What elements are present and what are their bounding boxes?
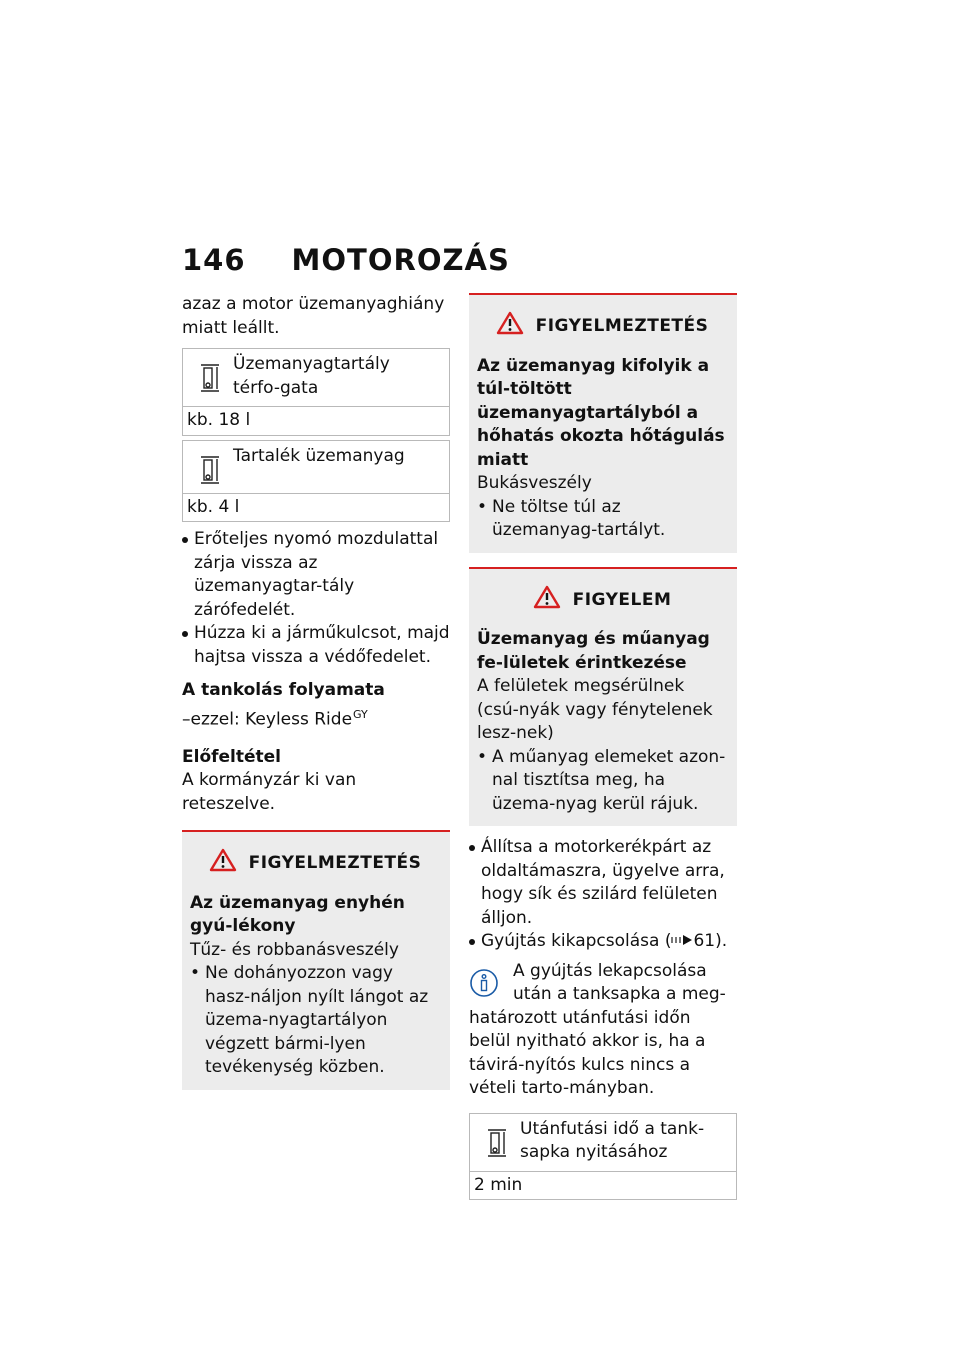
warning-heading: FIGYELMEZTETÉS [535, 316, 709, 336]
warning-box [182, 830, 450, 1090]
spec-label: Tartalék üzemanyag [233, 445, 405, 466]
page-number: 146 [182, 243, 246, 277]
caution-subtitle: A felületek megsérülnek (csú-nyák vagy fénytelenek lesz-nek) [477, 676, 713, 743]
caution-header [477, 569, 727, 629]
warning-triangle-icon [209, 848, 237, 880]
warning-subtitle: Bukásveszély [477, 473, 592, 493]
warning-triangle-icon [533, 585, 561, 617]
right-column [469, 293, 737, 1204]
list-item [469, 930, 737, 954]
spec-value: kb. 4 l [183, 493, 449, 522]
info-icon [469, 960, 513, 1007]
list-item-text: Gyújtás kikapcsolása ( [481, 931, 672, 951]
section-subtitle [182, 703, 450, 732]
warning-header [190, 832, 440, 892]
spec-reserve-fuel [182, 440, 450, 523]
warning-triangle-icon [496, 311, 524, 343]
step-list [182, 528, 450, 669]
info-text-continued: határozott utánfutási időn belül nyitható akkor is, ha a távirá-nyítós kulcs nincs a vételi tarto-mányban. [469, 1007, 706, 1098]
section-superscript: GY [353, 707, 368, 721]
spec-label: Utánfutási idő a tank-sapka nyitásához [520, 1118, 705, 1162]
list-item: Húzza ki a járműkulcsot, majd hajtsa vissza a védőfedelet. [182, 622, 450, 669]
page-header [182, 243, 510, 277]
spec-fuel-capacity [182, 348, 450, 436]
page-reference-arrow-icon [671, 931, 693, 951]
list-item: Erőteljes nyomó mozdulattal zárja vissza az üzemanyagtar-tály zárófedelét. [182, 528, 450, 622]
caution-item: • A műanyag elemeket azon-nal tisztítsa meg, ha üzema-nyag kerül rájuk. [477, 746, 727, 817]
spec-label: Üzemanyagtartály térfo-gata [233, 354, 390, 398]
caution-heading: FIGYELEM [572, 589, 672, 610]
section-sub-text: –ezzel: Keyless Ride [182, 709, 353, 730]
warning-header [477, 295, 727, 355]
warning-subtitle: Tűz- és robbanásveszély [190, 939, 399, 960]
measure-icon [187, 353, 233, 400]
warning-title: Az üzemanyag kifolyik a túl-töltött üzemanyagtartályból a hőhatás okozta hőtágulás miatt [477, 355, 725, 470]
step-list [469, 836, 737, 954]
page-reference: 61). [693, 931, 728, 951]
caution-box [469, 567, 737, 827]
warning-heading: FIGYELMEZTETÉS [248, 853, 422, 874]
info-text-start: A gyújtás lekapcsolása után a tanksapka a meg- [513, 960, 726, 1004]
spec-value: kb. 18 l [183, 406, 449, 435]
measure-icon [474, 1118, 520, 1165]
section-title: A tankolás folyamata [182, 680, 385, 700]
warning-item: • Ne dohányozzon vagy hasz-náljon nyílt lángot az üzema-nyagtartályon végzett bármi-lyen tevékenység közben. [190, 962, 440, 1080]
warning-item: • Ne töltse túl az üzemanyag-tartályt. [477, 496, 727, 543]
info-note [469, 960, 737, 1007]
page-title: MOTOROZÁS [291, 243, 510, 277]
caution-title: Üzemanyag és műanyag fe-lületek érintkezése [477, 629, 710, 673]
precondition-text: A kormányzár ki van reteszelve. [182, 770, 357, 814]
warning-box [469, 293, 737, 553]
measure-icon [187, 445, 233, 487]
left-column [182, 293, 450, 1090]
list-item: Állítsa a motorkerékpárt az oldaltámaszra, ügyelve arra, hogy sík és szilárd felületen álljon. [469, 836, 737, 930]
spec-cap-opening-time [469, 1113, 737, 1201]
intro-text: azaz a motor üzemanyaghiány miatt leállt. [182, 294, 445, 338]
spec-value: 2 min [470, 1171, 736, 1200]
precondition-title: Előfeltétel [182, 746, 282, 767]
warning-title: Az üzemanyag enyhén gyú-lékony [190, 892, 405, 937]
